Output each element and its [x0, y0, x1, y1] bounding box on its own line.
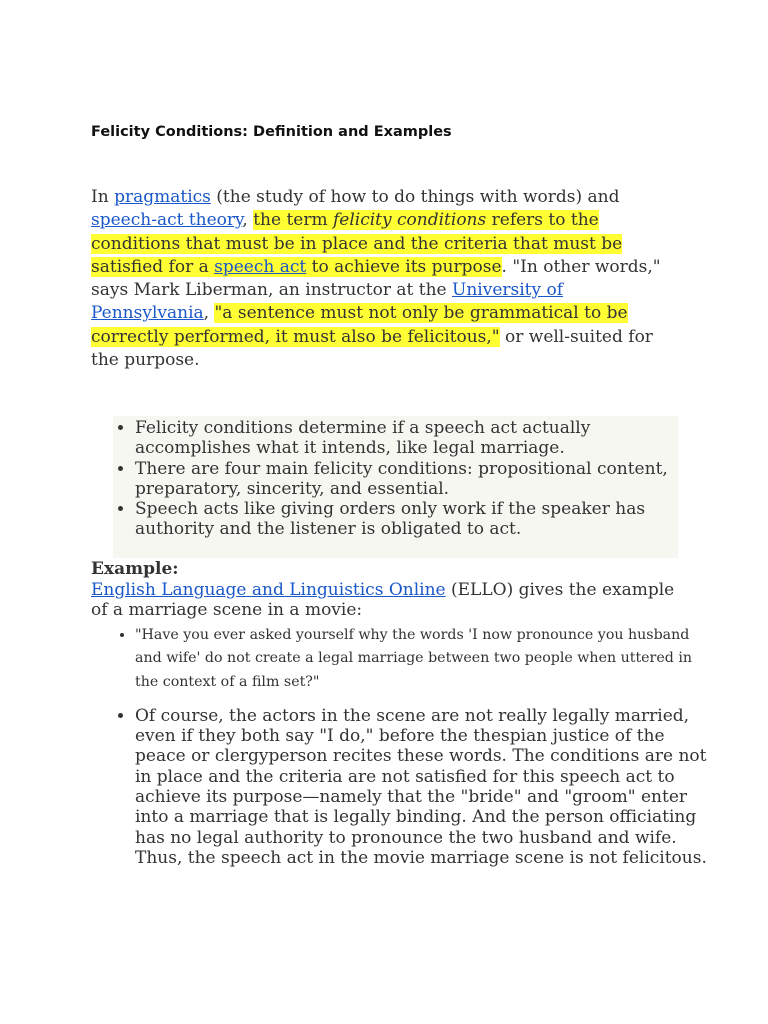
intro-text: (the study of how to do things with words) and — [210, 187, 620, 207]
pragmatics-link[interactable]: pragmatics — [114, 187, 211, 207]
example-list — [113, 624, 715, 868]
highlight-text: refers to the conditions that must be in place and the criteria that must be satisfied for a — [91, 210, 623, 277]
intro-paragraph — [91, 186, 681, 372]
page-title: Felicity Conditions: Definition and Examples — [91, 124, 452, 140]
takeaway-item: • Felicity conditions determine if a speech act actually accomplishes what it intends, like legal marriage. — [135, 418, 675, 459]
key-takeaways-list — [113, 418, 675, 540]
intro-text: or well-suited for the purpose. — [91, 326, 653, 371]
highlight-text: the term — [253, 210, 333, 231]
ello-link[interactable]: English Language and Linguistics Online — [91, 580, 446, 600]
example-heading: Example: — [91, 559, 179, 579]
intro-text: In — [91, 187, 115, 207]
quote-highlight: "a sentence must not only be grammatical to be correctly performed, it must also be felicitous," — [91, 303, 628, 347]
example-quote: • "Have you ever asked yourself why the words 'I now pronounce you husband and wife' do not create a legal marriage between two people when uttered in the context of a film set?" — [135, 624, 715, 694]
speech-act-link[interactable]: speech act — [214, 256, 307, 277]
upenn-link[interactable]: University of Pennsylvania — [91, 280, 564, 324]
highlight-text: to achieve its purpose — [306, 256, 502, 277]
intro-text: . "In other words," says Mark Liberman, an instructor at the — [91, 256, 661, 301]
intro-text: , — [203, 303, 215, 324]
takeaway-item: • Speech acts like giving orders only work if the speaker has authority and the listener is obligated to act. — [135, 499, 675, 540]
speech-act-theory-link[interactable]: speech-act theory — [91, 210, 243, 231]
intro-text: , — [242, 210, 254, 231]
takeaway-item: • There are four main felicity conditions: propositional content, preparatory, sincerity, and essential. — [135, 459, 675, 500]
example-intro — [91, 580, 691, 621]
example-explanation: • Of course, the actors in the scene are not really legally married, even if they both say "I do," before the thespian justice of the peace or clergyperson recites these words. The conditions are not in place and the criteria are not satisfied for this speech act to achieve its purpose—namely that the "bride" and "groom" enter into a marriage that is legally binding. And the person officiating has no legal authority to pronounce the two husband and wife. Thus, the speech act in the movie marriage scene is not felicitous. — [135, 706, 715, 868]
key-takeaways-box — [113, 416, 678, 558]
example-intro-text: (ELLO) gives the example of a marriage scene in a movie: — [91, 580, 675, 621]
term-felicity-conditions: felicity conditions — [333, 210, 487, 231]
